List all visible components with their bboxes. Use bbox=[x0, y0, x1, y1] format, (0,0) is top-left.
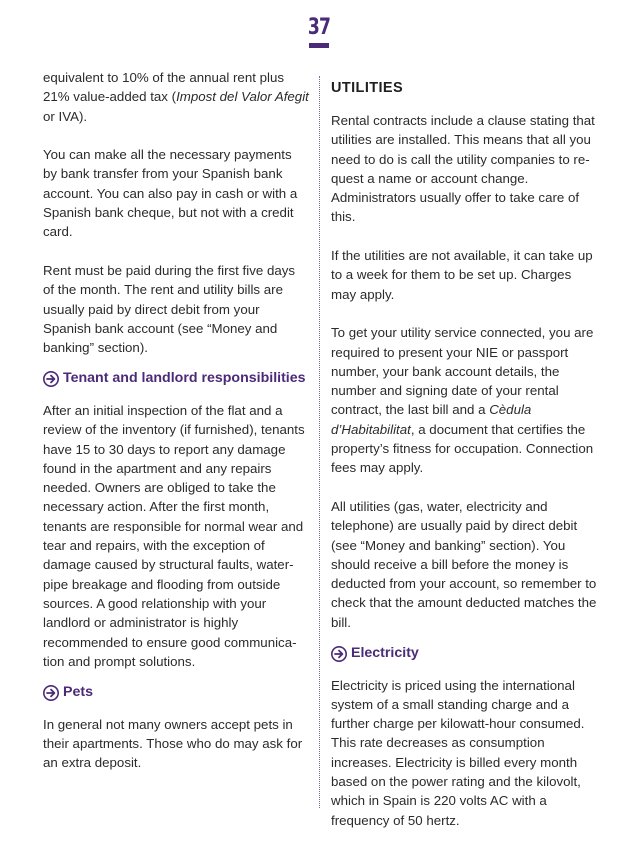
paragraph-rental-contracts: Rental contracts include a clause stating that utilities are installed. This means that all you need to do is call the utility companies to request a name or account change. Administrators usually offer to take care of this. bbox=[331, 113, 595, 225]
heading-text: Tenant and landlord responsibilities bbox=[63, 370, 306, 387]
heading-text: Electricity bbox=[351, 645, 419, 662]
paragraph-service-connection bbox=[331, 323, 597, 477]
paragraph-utilities-setup: If the utilities are not available, it can take up to a week for them to be set up. Charges may apply. bbox=[331, 248, 593, 302]
paragraph-rent-due: Rent must be paid during the first five days of the month. The rent and utility bills are usually paid by direct debit from your Spanish bank account (see “Money and banking” section). bbox=[43, 262, 296, 356]
page-number: 37 bbox=[307, 15, 331, 40]
heading-text: Pets bbox=[63, 684, 93, 701]
paragraph-electricity: Electricity is priced using the international system of a small standing charge and a further charge per kilowatt-hour consumed. This rate decreases as consumption increases. Electricity is billed every month based on the power rating and the kilovolt, which in Spain is 220 volts AC with a frequency of 50 hertz. bbox=[331, 677, 585, 828]
paragraph-italic-term: Impost del Valor Afegit bbox=[176, 89, 309, 105]
arrow-right-circle-icon bbox=[43, 371, 59, 387]
right-column bbox=[331, 68, 597, 830]
heading-tenant-landlord bbox=[43, 369, 309, 389]
paragraph-rent-tax bbox=[43, 68, 309, 126]
paragraph-text: To get your utility service connected, you are required to present your NIE or passport number, your bank account details, the number and signing date of your rental contract, the last bill and a bbox=[331, 325, 594, 418]
heading-pets bbox=[43, 683, 309, 703]
page-number-bar bbox=[309, 43, 329, 48]
paragraph-pets: In general not many owners accept pets in their apartments. Those who do may ask for an extra deposit. bbox=[43, 716, 303, 771]
paragraph-text: equivalent to 10% of the annual rent plus 21% value-added tax ( bbox=[43, 70, 284, 105]
paragraph-payments: You can make all the necessary payments by bank transfer from your Spanish bank account. You can also pay in cash or with a Spanish bank cheque, but not with a credit card. bbox=[43, 147, 298, 240]
paragraph-direct-debit: All utilities (gas, water, electricity and telephone) are usually paid by direct debit (see “Money and banking” section). You should receive a bill before the money is deducted from your account, so remember to check that the amount deducted matches the bill. bbox=[331, 498, 597, 630]
heading-electricity bbox=[331, 644, 597, 664]
section-title-utilities: UTILITIES bbox=[331, 80, 404, 96]
arrow-right-circle-icon bbox=[43, 685, 59, 701]
paragraph-italic-term: Cèdula d’Habitabilitat bbox=[331, 402, 532, 437]
paragraph-inspection: After an initial inspection of the flat and a review of the inventory (if furnished), tenants have 15 to 30 days to report any damage found in the apartment and any repairs needed. Owners are obliged to take the necessary action. After the first month, tenants are responsible for normal wear and tear and repairs, with the exception of damage caused by structural faults, water-pipe breakage and flooding from outside sources. A good relationship with your landlord or administrator is highly recommended to ensure good communication and prompt solutions. bbox=[43, 402, 305, 669]
arrow-right-circle-icon bbox=[331, 646, 347, 662]
left-column bbox=[43, 68, 309, 773]
paragraph-text: or IVA). bbox=[43, 108, 88, 124]
column-divider bbox=[319, 76, 320, 808]
paragraph-text: , a document that certifies the property’s fitness for occupation. Connection fees may apply. bbox=[331, 421, 594, 476]
